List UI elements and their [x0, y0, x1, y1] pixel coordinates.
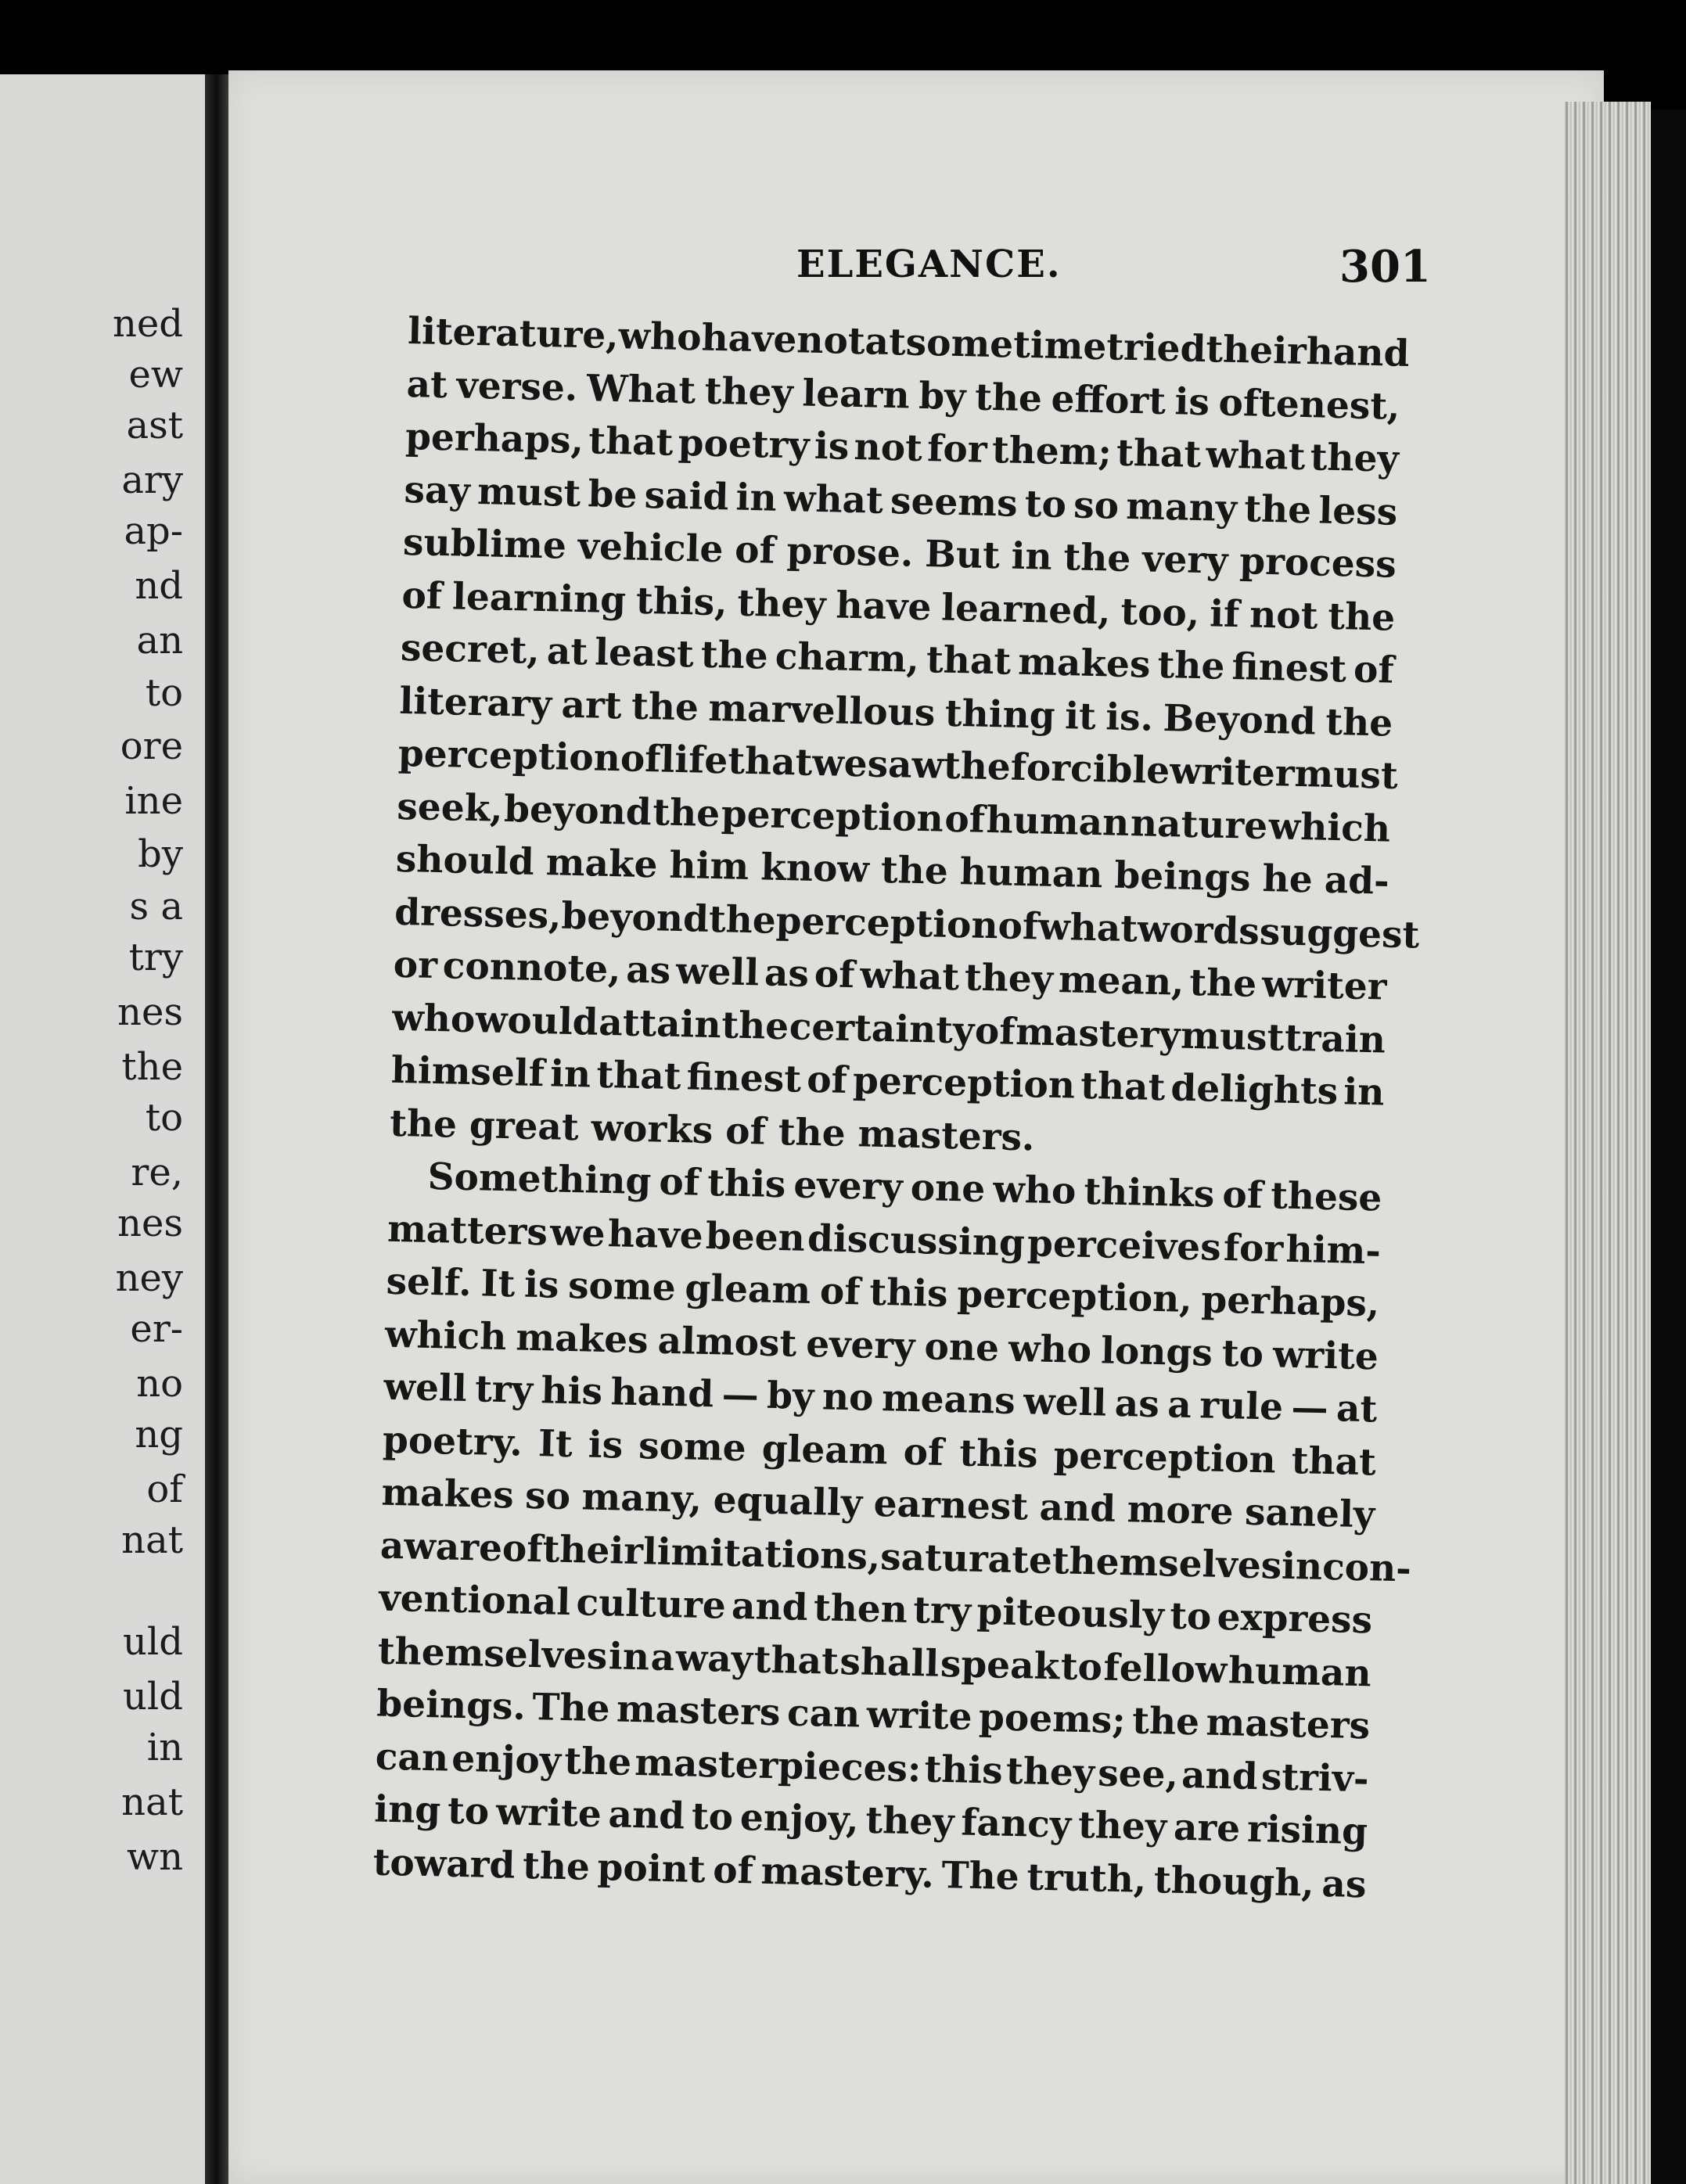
text-line: makes so many, equally earnest and more sanely	[380, 1471, 1375, 1537]
book-spine	[205, 74, 228, 2184]
left-page-fragment: s a	[129, 885, 183, 929]
text-line: well try his hand — by no means well as a rule — at	[383, 1365, 1378, 1431]
left-page-fragment: in	[146, 1726, 183, 1769]
text-line: or connote, as well as of what they mean, the writer	[393, 943, 1388, 1009]
text-line: toward the point of mastery. The truth, though, as	[372, 1840, 1368, 1906]
text-line: literary art the marvellous thing it is. Beyond the	[398, 679, 1393, 745]
left-page-fragment: ore	[120, 724, 183, 768]
left-page-fragment: ine	[124, 779, 183, 823]
text-line: of learning this, they have learned, too, if not the	[401, 573, 1396, 640]
text-line: at verse. What they learn by the effort is oftenest,	[406, 362, 1401, 429]
left-page-fragment: nat	[121, 1518, 183, 1562]
text-line: self. It is some gleam of this perception, perhaps,	[386, 1259, 1380, 1326]
left-page-fragment: ap-	[124, 509, 183, 553]
left-page-fragment: nat	[121, 1780, 183, 1824]
text-line: perhaps, that poetry is not for them; that what they	[404, 415, 1400, 481]
text-line: can enjoy the masterpieces: this they see, and striv-	[375, 1735, 1370, 1801]
left-page-fragment: nd	[135, 564, 183, 608]
text-line: should make him know the human beings he ad-	[395, 837, 1390, 903]
left-page-fragment: to	[145, 671, 183, 715]
text-line: the great works of the masters.	[389, 1101, 1036, 1159]
text-line: secret, at least the charm, that makes the finest of	[400, 626, 1395, 692]
text-line: dresses, beyond the perception of what words suggest	[394, 890, 1420, 957]
running-head: ELEGANCE.	[796, 242, 1062, 286]
text-line: beings. The masters can write poems; the masters	[376, 1682, 1371, 1748]
left-page-fragment: uld	[123, 1620, 183, 1664]
left-page-fragment: uld	[123, 1675, 183, 1719]
text-line: aware of their limitations, saturate themselves in con-	[379, 1524, 1412, 1590]
left-page-fragment: try	[128, 936, 183, 979]
left-page-fragment: by	[138, 832, 183, 876]
text-line: poetry. It is some gleam of this perception that	[382, 1418, 1377, 1484]
left-page-fragment: of	[146, 1467, 183, 1511]
text-line: sublime vehicle of prose. But in the very process	[402, 520, 1397, 587]
left-page-fragment: no	[136, 1362, 183, 1406]
left-page-fragment: nes	[117, 990, 183, 1034]
text-line: literature, who have not at some time tried their hand	[407, 309, 1411, 376]
left-page-fragment: the	[121, 1045, 183, 1089]
text-line: who would attain the certainty of mastery must train	[391, 996, 1386, 1062]
left-page	[0, 74, 205, 2184]
text-line: ventional culture and then try piteously to express	[378, 1576, 1373, 1643]
left-page-fragment: ney	[115, 1256, 183, 1300]
left-page-fragment: to	[145, 1096, 183, 1140]
text-line: seek, beyond the perception of human nature which	[396, 785, 1391, 851]
left-page-fragment: ew	[128, 353, 183, 397]
left-page-fragment: ary	[121, 458, 183, 502]
left-page-fragment: ast	[126, 404, 183, 447]
text-line: say must be said in what seems to so many the less	[404, 468, 1398, 534]
page-edges	[1565, 102, 1651, 2184]
left-page-fragment: er-	[130, 1307, 183, 1351]
text-line: Something of this every one who thinks of these	[427, 1155, 1382, 1220]
left-page-fragment: re,	[131, 1151, 183, 1194]
body-text	[372, 305, 1420, 1911]
left-page-fragment: nes	[117, 1202, 183, 1245]
left-page-fragment: ned	[112, 302, 183, 346]
left-page-fragment: wn	[127, 1835, 183, 1879]
text-line: ing to write and to enjoy, they fancy they are rising	[373, 1787, 1368, 1854]
left-page-fragment: ng	[135, 1413, 183, 1457]
page-number: 301	[1339, 241, 1431, 293]
book-cover-edge	[1651, 110, 1686, 2184]
text-line: matters we have been discussing perceives for him-	[386, 1207, 1382, 1273]
text-line: themselves in a way that shall speak to fellow human	[377, 1629, 1372, 1695]
text-line: himself in that finest of perception that delights in	[390, 1048, 1386, 1115]
left-page-fragment: an	[136, 619, 183, 663]
text-line: which makes almost every one who longs to write	[384, 1313, 1379, 1378]
text-line: perception of life that we saw the forcible writer must	[397, 731, 1399, 798]
